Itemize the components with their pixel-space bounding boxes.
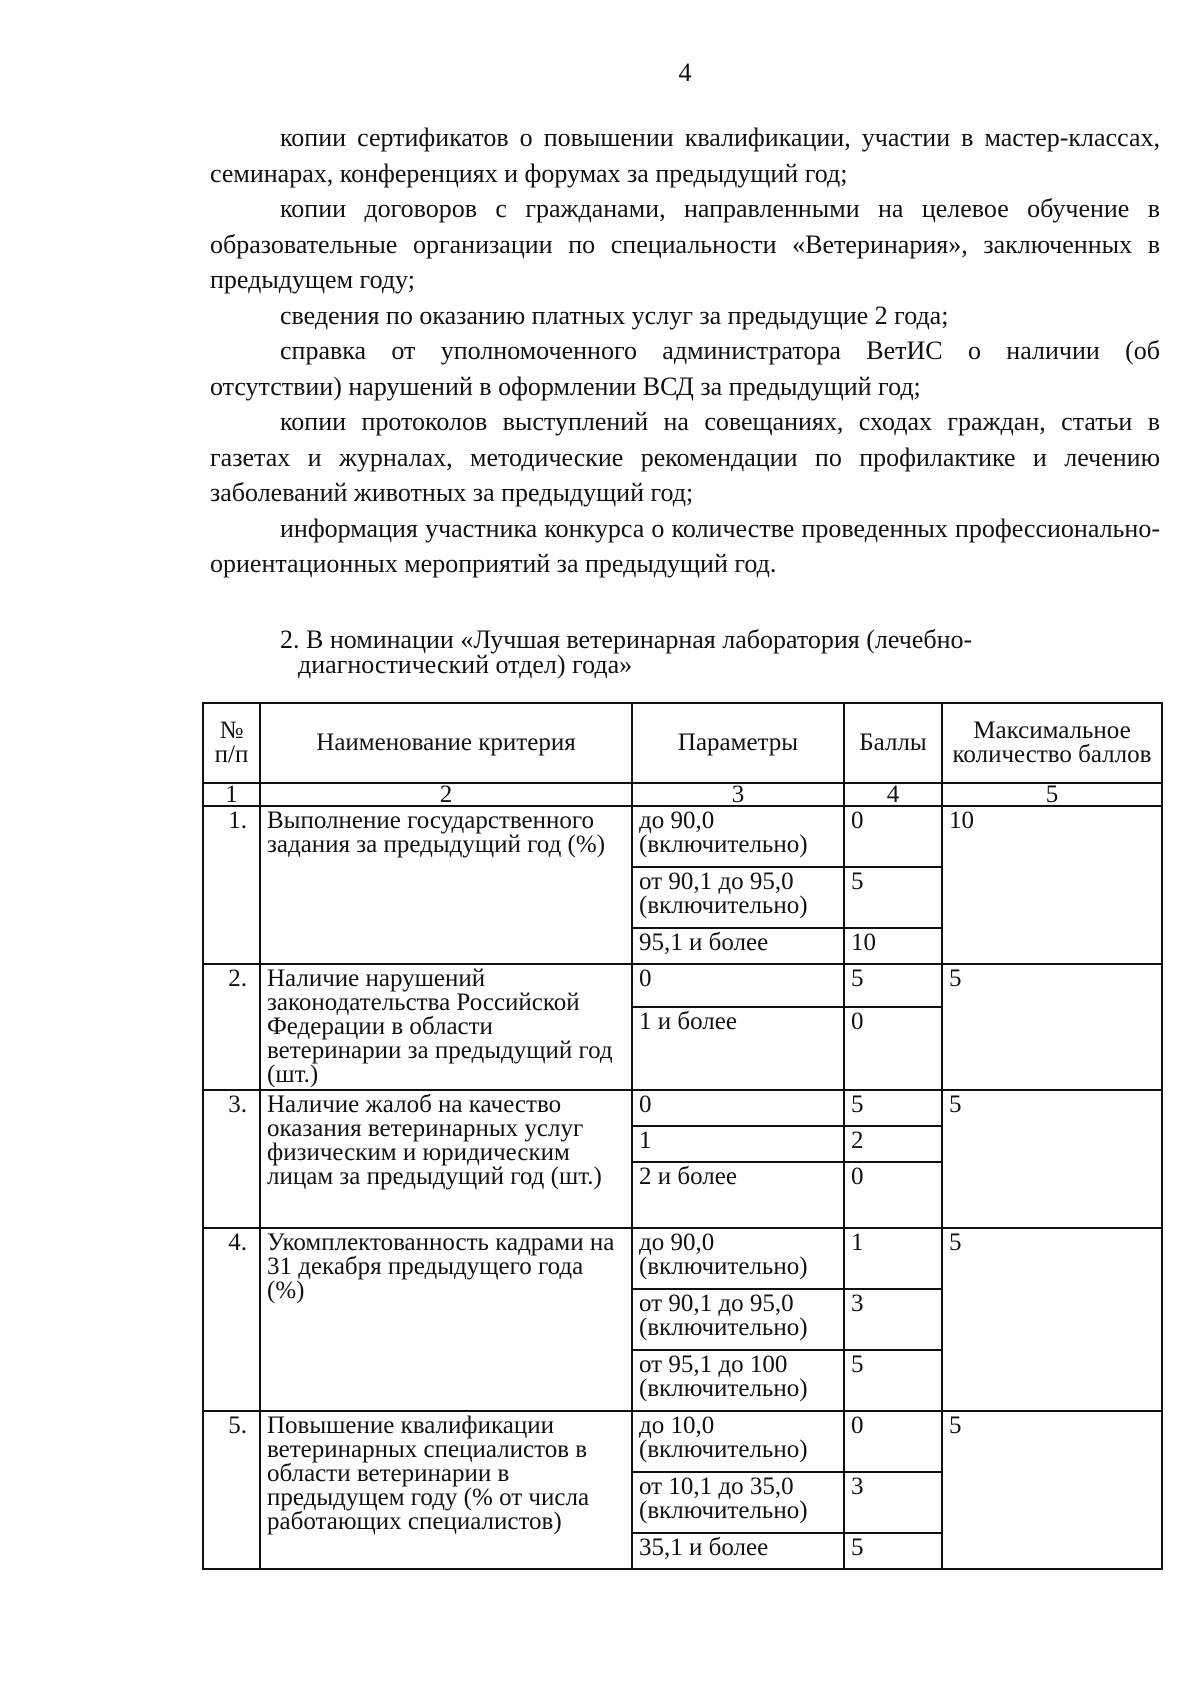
parameter-cell: 95,1 и более (632, 928, 844, 964)
score-cell: 5 (844, 867, 942, 928)
parameter-cell: 1 и более (632, 1007, 844, 1090)
score-cell: 0 (844, 1411, 942, 1472)
column-number: 4 (844, 783, 942, 806)
paragraph: копии сертификатов о повышении квалификации, участии в мастер-классах, семинарах, конференциях и форумах за предыдущий год; (210, 123, 1160, 188)
row-number: 3. (203, 1090, 260, 1228)
row-number: 2. (203, 964, 260, 1090)
criterion-cell: Наличие нарушений законодательства Российской Федерации в области ветеринарии за предыдущий год (шт.) (260, 964, 632, 1090)
row-number: 5. (203, 1411, 260, 1569)
header-max-score: Максимальное количество баллов (942, 703, 1162, 783)
page-number: 4 (678, 58, 692, 87)
paragraph: справка от уполномоченного администратора ВетИС о наличии (об отсутствии) нарушений в оформлении ВСД за предыдущий год; (210, 336, 1160, 401)
paragraph: копии договоров с гражданами, направленными на целевое обучение в образовательные организации по специальности «Ветеринария», заключенных в предыдущем году; (210, 194, 1160, 294)
score-cell: 0 (844, 1162, 942, 1228)
table-header-row (203, 703, 1162, 783)
score-cell: 5 (844, 964, 942, 1007)
parameter-cell: 0 (632, 1090, 844, 1126)
column-number: 3 (632, 783, 844, 806)
score-cell: 3 (844, 1289, 942, 1350)
criterion-cell: Наличие жалоб на качество оказания ветеринарных услуг физическим и юридическим лицам за предыдущий год (шт.) (260, 1090, 632, 1228)
criterion-cell: Укомплектованность кадрами на 31 декабря предыдущего года (%) (260, 1228, 632, 1411)
row-number: 4. (203, 1228, 260, 1411)
score-cell: 10 (844, 928, 942, 964)
score-cell: 1 (844, 1228, 942, 1289)
table-row (203, 806, 1162, 867)
parameter-cell: до 90,0 (включительно) (632, 1228, 844, 1289)
score-cell: 0 (844, 1007, 942, 1090)
parameter-cell: от 95,1 до 100 (включительно) (632, 1350, 844, 1411)
max-score-cell: 5 (942, 1090, 1162, 1228)
section-heading (280, 627, 1160, 677)
section-heading-text: 2. В номинации «Лучшая ветеринарная лаборатория (лечебно-диагностический отдел) года» (280, 625, 973, 679)
max-score-cell: 5 (942, 1228, 1162, 1411)
score-cell: 5 (844, 1090, 942, 1126)
max-score-cell: 5 (942, 1411, 1162, 1569)
parameter-cell: 1 (632, 1126, 844, 1162)
column-number: 2 (260, 783, 632, 806)
criterion-cell: Повышение квалификации ветеринарных специалистов в области ветеринарии в предыдущем году (% от числа работающих специалистов) (260, 1411, 632, 1569)
criterion-cell: Выполнение государственного задания за предыдущий год (%) (260, 806, 632, 964)
parameter-cell: до 90,0 (включительно) (632, 806, 844, 867)
header-score: Баллы (844, 703, 942, 783)
row-number: 1. (203, 806, 260, 964)
parameter-cell: от 90,1 до 95,0 (включительно) (632, 1289, 844, 1350)
table-row (203, 1228, 1162, 1289)
parameter-cell: от 90,1 до 95,0 (включительно) (632, 867, 844, 928)
paragraph: информация участника конкурса о количестве проведенных профессионально-ориентационных мероприятий за предыдущий год. (210, 513, 1160, 578)
table-row (203, 1411, 1162, 1472)
header-criterion: Наименование критерия (260, 703, 632, 783)
score-cell: 0 (844, 806, 942, 867)
paragraph: сведения по оказанию платных услуг за предыдущие 2 года; (280, 300, 949, 330)
parameter-cell: 35,1 и более (632, 1533, 844, 1569)
score-cell: 5 (844, 1350, 942, 1411)
column-number-row (203, 783, 1162, 806)
parameter-cell: от 10,1 до 35,0 (включительно) (632, 1472, 844, 1533)
max-score-cell: 10 (942, 806, 1162, 964)
header-parameters: Параметры (632, 703, 844, 783)
header-number: № п/п (203, 703, 260, 783)
score-cell: 2 (844, 1126, 942, 1162)
parameter-cell: 2 и более (632, 1162, 844, 1228)
table-row (203, 964, 1162, 1007)
paragraph: копии протоколов выступлений на совещаниях, сходах граждан, статьи в газетах и журналах, методические рекомендации по профилактике и лечению заболеваний животных за предыдущий год; (210, 407, 1160, 507)
criteria-table (202, 702, 1163, 1570)
parameter-cell: 0 (632, 964, 844, 1007)
table-row (203, 1090, 1162, 1126)
body-text (210, 120, 1160, 582)
parameter-cell: до 10,0 (включительно) (632, 1411, 844, 1472)
score-cell: 3 (844, 1472, 942, 1533)
column-number: 5 (942, 783, 1162, 806)
column-number: 1 (203, 783, 260, 806)
max-score-cell: 5 (942, 964, 1162, 1090)
score-cell: 5 (844, 1533, 942, 1569)
